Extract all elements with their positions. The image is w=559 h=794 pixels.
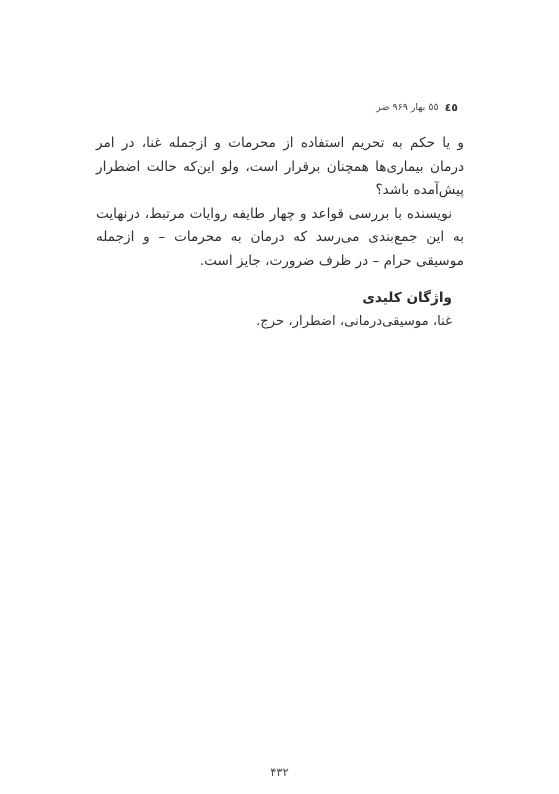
abstract-paragraph-2: نویسنده با بررسی قواعد و چهار طایفه روایات مرتبط، درنهایت به این جمع‌بندی می‌رسد که درمان به محرمات – و ازجمله موسیقی حرام – در ظرف ضرورت، جایز است.: [96, 205, 464, 269]
abstract-body: [96, 132, 464, 273]
running-head: [300, 101, 458, 114]
abstract-paragraph-1: و یا حکم به تحریم استفاده از محرمات و ازجمله غنا، در امر درمان بیماری‌ها همچنان برقرار است، ولو این‌که حالت اضطرار پیش‌آمده باشد؟: [96, 135, 464, 198]
keywords-section: [96, 286, 452, 334]
keywords-list: غنا، موسیقی‌درمانی، اضطرار، حرج.: [256, 314, 452, 329]
page-number: ۴۳۲: [270, 765, 289, 779]
running-head-mark: ٤٥: [444, 101, 458, 114]
keywords-title: واژگان کلیدی: [362, 290, 452, 306]
running-head-text: ٥٥ بهار ۹۶۹ ضر: [376, 102, 439, 113]
